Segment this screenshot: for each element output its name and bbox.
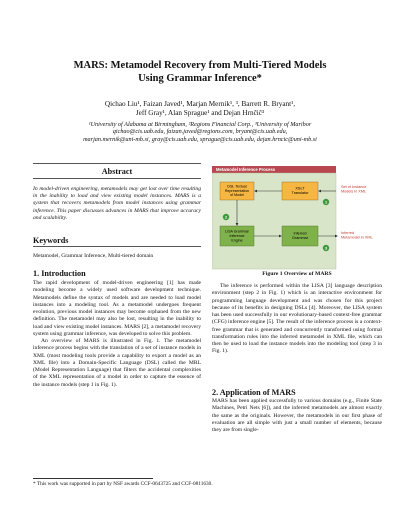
abstract-body: In model-driven engineering, metamodels may get lost over time resulting in the inability to load and view existing model instances. MARS is a system that recovers metamodels from model instances using grammar inference. This paper discusses advances in MARS that improve accuracy and scalability. xyxy=(33,186,201,221)
footnote-rule xyxy=(33,478,153,479)
step-2-label: 2 xyxy=(224,215,228,220)
abstract-top-rule xyxy=(33,163,201,164)
figure-header-text: Metamodel Inference Process xyxy=(216,167,276,173)
output-instance-models-line-2: Models in XML xyxy=(341,189,367,194)
abstract-heading: Abstract xyxy=(101,167,133,176)
section-1-heading: 1. Introduction xyxy=(33,269,86,278)
box-lisa-line-3: Engine xyxy=(231,238,243,243)
figure-1 xyxy=(212,166,382,270)
title-line-2: Using Grammar Inference* xyxy=(138,72,262,84)
box-inferred-line-2: Grammar xyxy=(291,236,309,240)
authors-line-1: Qichao Liu¹, Faizan Javed¹, Marjan Mernik¹, ³, Barrett R. Bryant¹, xyxy=(104,100,296,108)
output-instance-models-line-1: Set of Instance xyxy=(341,185,367,189)
section-1-body xyxy=(33,280,201,389)
figure-1-caption: Figure 1 Overview of MARS xyxy=(262,271,332,277)
step-1-label: 1 xyxy=(324,200,328,205)
box-xslt-line-1: XSLT xyxy=(295,186,305,191)
author-list xyxy=(0,100,400,117)
output-metamodel-line-1: Inferred xyxy=(341,231,355,235)
footnote: * This work was supported in part by NSF awards CCF-0643725 and CCF-0811630. xyxy=(33,481,213,487)
abstract-rule xyxy=(33,178,201,179)
right-column-body xyxy=(212,283,382,356)
box-inferred-line-1: Inferred xyxy=(293,231,307,236)
box-dsl-line-1: DSL Textual xyxy=(227,184,247,189)
keywords-body: Metamodel, Grammar Inference, Multi-tiered domain xyxy=(33,253,154,259)
box-lisa-line-1: LISA Grammar xyxy=(225,229,249,234)
box-lisa-line-2: Inference xyxy=(229,234,245,238)
box-dsl-line-2: Representation xyxy=(224,188,250,193)
keywords-heading: Keywords xyxy=(33,236,69,245)
section-2-body xyxy=(212,398,382,434)
section-2-paragraph-1: MARS has been applied successfully to various domains (e.g., Finite State Machines, Petri Nets [6]), and the inferred metamodels are almost exactly the same as the originals. However, the metamodels in our first phase of evaluation are all simple with just a small number of elements, because they are from single- xyxy=(212,398,382,433)
step-3-label: 3 xyxy=(324,246,328,251)
author-emails xyxy=(0,128,400,144)
section-1-paragraph-1: The rapid development of model-driven engineering [1] has made modeling become a widely used software development technique. Metamodels define the syntax of models and are needed to load model instances into a modeling tool. As a metamodel undergoes frequent evolution, previous model instances may become orphaned from the new definition. The metamodel may also be lost, resulting in the inability to load and view existing model instances. MARS [2], a metamodel recovery system using grammar inference, was developed to solve this problem. xyxy=(33,280,201,337)
box-dsl-line-3: of Model xyxy=(230,193,244,198)
affiliation-line: ¹University of Alabama at Birmingham, ²Regions Financial Corp., ³University of Maribor xyxy=(88,121,312,128)
authors-line-2: Jeff Gray¹, Alan Sprague¹ and Dejan Hrnčič³ xyxy=(135,108,265,117)
figure-1-diagram xyxy=(212,166,382,270)
output-metamodel-line-2: Metamodel in XML xyxy=(341,235,373,240)
emails-line-2: marjan.mernik@uni-mb.si, gray@cis.uab.edu, sprague@cis.uab.edu, dejan.hrncic@uni-mb.si xyxy=(83,135,317,143)
title-line-1: MARS: Metamodel Recovery from Multi-Tiered Models xyxy=(73,60,327,71)
emails-line-1: qichao@cis.uab.edu, faizan.javed@regions.com, bryant@cis.uab.edu, xyxy=(112,128,288,135)
paper-title xyxy=(0,60,400,85)
section-2-heading: 2. Application of MARS xyxy=(212,388,296,397)
keywords-rule xyxy=(33,246,201,247)
box-xslt-line-2: Translator xyxy=(291,191,309,195)
section-1-paragraph-2: An overview of MARS is illustrated in Fig. 1. The metamodel inference process begins with the translation of a set of instance models in XML (most modeling tools provide a capability to export a model as an XML file) into a Domain-Specific Language (DSL) called the MRL (Model Representation Language) that filters the accidental complexities of the XML representation of a model in order to capture the essence of the instance models (step 1 in Fig. 1). xyxy=(33,338,201,388)
right-column-paragraph-1: The inference is performed within the LISA [3] language description environment (step 2 in Fig. 1) which is an interactive environment for programming language development and was chosen for this project because of its benefits in designing DSLs [4]. Moreover, the LISA system has been used successfully in our evolutionary-based context-free grammar (CFG) inference engine [5]. The result of the inference process is a context-free grammar that is generated and concurrently transformed using formal transformation rules into the inferred metamodel in XML file, which can then be used to load the instance models into the modeling tool (step 3 in Fig. 1). xyxy=(212,283,382,355)
arrowhead-grammar-to-output xyxy=(335,235,338,238)
